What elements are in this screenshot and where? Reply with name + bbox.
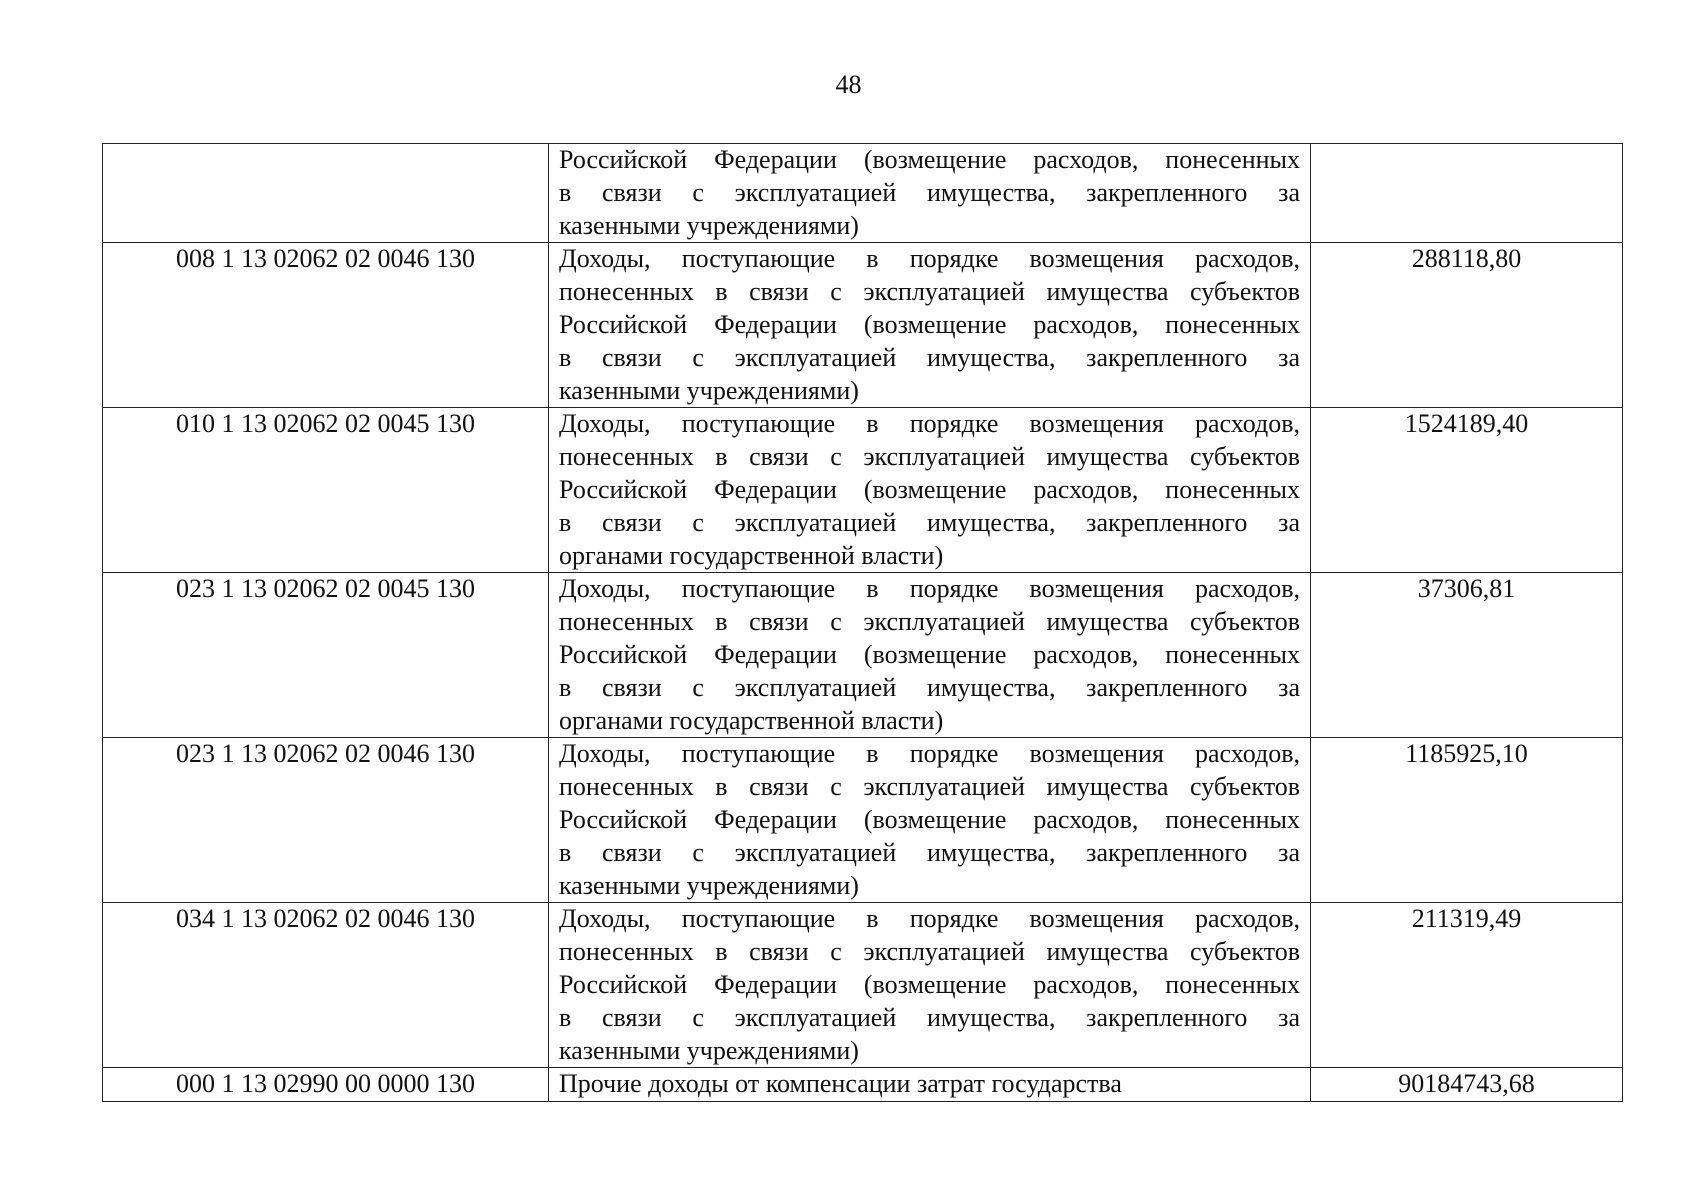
description-line: казенными учреждениями) bbox=[559, 375, 859, 405]
description-line: Доходы, поступающие в порядке возмещения расходов, bbox=[559, 244, 1300, 274]
amount-cell: 1524189,40 bbox=[1311, 408, 1623, 573]
description-line: понесенных в связи с эксплуатацией имущества субъектов bbox=[559, 442, 1300, 472]
description-line: в связи с эксплуатацией имущества, закрепленного за bbox=[559, 342, 1300, 372]
description-cell bbox=[549, 243, 1311, 408]
description-line: в связи с эксплуатацией имущества, закрепленного за bbox=[559, 507, 1300, 537]
description-line: Российской Федерации (возмещение расходов, понесенных bbox=[559, 969, 1300, 999]
amount-cell: 288118,80 bbox=[1311, 243, 1623, 408]
description-line: Российской Федерации (возмещение расходов, понесенных bbox=[559, 145, 1300, 174]
budget-code-cell bbox=[103, 144, 549, 243]
description-line: Российской Федерации (возмещение расходов, понесенных bbox=[559, 309, 1300, 339]
page-number: 48 bbox=[835, 70, 862, 99]
table-row bbox=[103, 144, 1623, 243]
description-line: в связи с эксплуатацией имущества, закрепленного за bbox=[559, 1002, 1300, 1032]
table-row bbox=[103, 738, 1623, 903]
description-line: Доходы, поступающие в порядке возмещения расходов, bbox=[559, 409, 1300, 439]
description-cell bbox=[549, 408, 1311, 573]
description-line: Российской Федерации (возмещение расходов, понесенных bbox=[559, 474, 1300, 504]
revenue-table-body bbox=[103, 144, 1623, 1102]
description-line: Российской Федерации (возмещение расходов, понесенных bbox=[559, 804, 1300, 834]
description-cell bbox=[549, 1068, 1311, 1102]
description-line: органами государственной власти) bbox=[559, 540, 944, 570]
description-line: Доходы, поступающие в порядке возмещения расходов, bbox=[559, 739, 1300, 769]
description-cell bbox=[549, 144, 1311, 243]
budget-code-cell: 000 1 13 02990 00 0000 130 bbox=[103, 1068, 549, 1102]
table-row bbox=[103, 903, 1623, 1068]
description-line: понесенных в связи с эксплуатацией имущества субъектов bbox=[559, 607, 1300, 637]
table-row bbox=[103, 408, 1623, 573]
table-row bbox=[103, 573, 1623, 738]
description-line: понесенных в связи с эксплуатацией имущества субъектов bbox=[559, 277, 1300, 307]
table-row bbox=[103, 243, 1623, 408]
revenue-table bbox=[102, 143, 1623, 1102]
description-line: в связи с эксплуатацией имущества, закрепленного за bbox=[559, 177, 1300, 207]
budget-code-cell: 023 1 13 02062 02 0046 130 bbox=[103, 738, 549, 903]
description-line: в связи с эксплуатацией имущества, закрепленного за bbox=[559, 837, 1300, 867]
description-line: в связи с эксплуатацией имущества, закрепленного за bbox=[559, 672, 1300, 702]
description-line: казенными учреждениями) bbox=[559, 870, 859, 900]
description-line: понесенных в связи с эксплуатацией имущества субъектов bbox=[559, 937, 1300, 967]
amount-cell: 90184743,68 bbox=[1311, 1068, 1623, 1102]
amount-cell: 37306,81 bbox=[1311, 573, 1623, 738]
description-line: казенными учреждениями) bbox=[559, 210, 859, 240]
amount-cell bbox=[1311, 144, 1623, 243]
budget-code-cell: 023 1 13 02062 02 0045 130 bbox=[103, 573, 549, 738]
description-cell bbox=[549, 573, 1311, 738]
description-line: Прочие доходы от компенсации затрат государства bbox=[559, 1069, 1122, 1099]
description-cell bbox=[549, 738, 1311, 903]
table-row bbox=[103, 1068, 1623, 1102]
budget-code-cell: 010 1 13 02062 02 0045 130 bbox=[103, 408, 549, 573]
description-line: Доходы, поступающие в порядке возмещения расходов, bbox=[559, 574, 1300, 604]
budget-code-cell: 034 1 13 02062 02 0046 130 bbox=[103, 903, 549, 1068]
budget-code-cell: 008 1 13 02062 02 0046 130 bbox=[103, 243, 549, 408]
description-line: Доходы, поступающие в порядке возмещения расходов, bbox=[559, 904, 1300, 934]
amount-cell: 1185925,10 bbox=[1311, 738, 1623, 903]
amount-cell: 211319,49 bbox=[1311, 903, 1623, 1068]
description-line: казенными учреждениями) bbox=[559, 1035, 859, 1065]
description-line: органами государственной власти) bbox=[559, 705, 944, 735]
description-cell bbox=[549, 903, 1311, 1068]
description-line: Российской Федерации (возмещение расходов, понесенных bbox=[559, 639, 1300, 669]
description-line: понесенных в связи с эксплуатацией имущества субъектов bbox=[559, 772, 1300, 802]
